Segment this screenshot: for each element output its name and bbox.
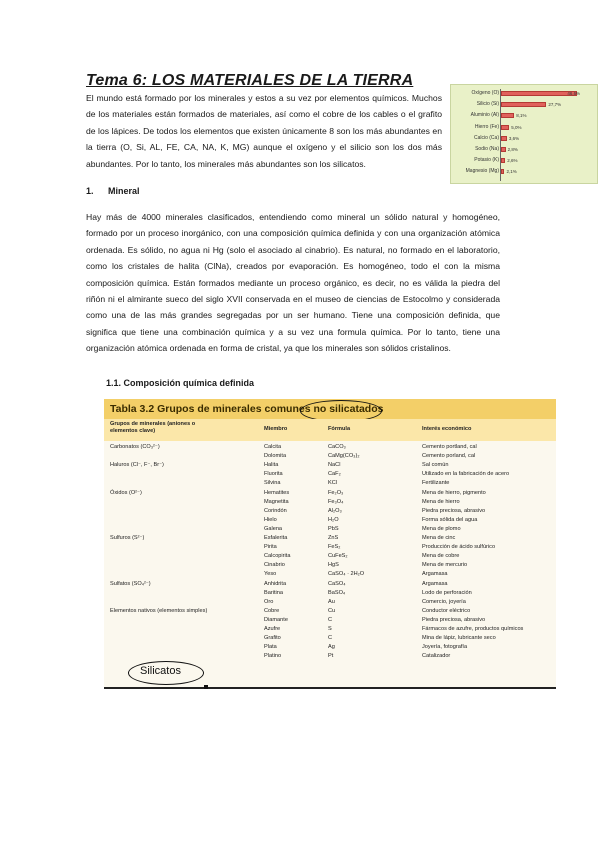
col-header-formula: Fórmula	[328, 426, 351, 432]
table-cell-interest: Catalizador	[422, 653, 451, 660]
table-cell-member: Esfalerita	[264, 535, 288, 541]
table-cell-formula: CaMg(CO₃)₂	[328, 453, 360, 460]
chart-category-label: Magnesio (Mg)	[465, 168, 499, 175]
chart-bar-row	[451, 156, 599, 165]
table-cell-member: Magnetita	[264, 498, 289, 505]
chart-bar	[501, 125, 509, 130]
minerals-table-image	[104, 399, 556, 689]
table-cell-member: Silvina	[264, 480, 281, 487]
chart-bar-row	[451, 134, 599, 143]
col-header-member: Miembro	[264, 426, 288, 432]
table-cell-formula: C	[328, 635, 333, 642]
chart-bar-row	[451, 123, 599, 132]
table-cell-formula: H₂O	[328, 516, 339, 523]
table-cell-member: Calcopirita	[264, 553, 291, 560]
table-cell-formula: CuFeS₂	[328, 553, 348, 560]
table-cell-formula: Ag	[328, 644, 335, 651]
table-cell-interest: Fármacos de azufre, productos químicos	[422, 626, 524, 632]
section-heading-mineral	[86, 186, 140, 196]
chart-value-label: 46,6%	[567, 91, 581, 96]
table-cell-interest: Mena de hierro, pigmento	[422, 489, 486, 496]
silicatos-label: Silicatos	[140, 665, 181, 677]
chart-bar-row	[451, 145, 599, 154]
table-cell-interest: Piedra preciosa, abrasivo	[422, 507, 486, 514]
table-cell-member: Azufre	[264, 626, 281, 632]
table-cell-interest: Mina de lápiz, lubricante seco	[422, 635, 496, 642]
table-cell-interest: Producción de ácido sulfúrico	[422, 544, 496, 551]
element-abundance-chart	[450, 84, 598, 184]
table-cell-interest: Utilizado en la fabricación de acero	[422, 471, 510, 478]
chart-category-label: Hierro (Fe)	[474, 123, 499, 130]
col-header-interest: Interés económico	[422, 426, 472, 432]
table-cell-member: Anhidrita	[264, 580, 287, 587]
chart-value-label: 3,6%	[508, 135, 520, 141]
table-cell-member: Yeso	[264, 571, 277, 578]
chart-bar	[501, 147, 506, 152]
table-cell-interest: Cemento portland, cal	[422, 444, 477, 450]
chart-category-label: Potasio (K)	[474, 157, 499, 164]
chart-bar	[501, 102, 546, 107]
chart-category-label: Silicio (Si)	[476, 101, 499, 108]
chart-bar-row	[451, 167, 599, 176]
table-cell-formula: FeS₂	[328, 544, 341, 551]
chart-bar-row	[451, 111, 599, 120]
table-cell-member: Plata	[264, 644, 277, 651]
table-cell-formula: KCl	[328, 480, 338, 487]
table-cell-interest: Cemento porland, cal	[422, 453, 476, 460]
chart-bar	[501, 113, 514, 118]
table-cell-member: Pirita	[264, 544, 277, 551]
table-cell-formula: ZnS	[328, 535, 339, 541]
intro-paragraph: El mundo está formado por los minerales y estos a su vez por elementos químicos. Muchos de los materiales están formados de materiales, así como el cobre de los cables o el grafito de los lápices. De todos los elementos que existen únicamente 8 son los más abundantes en la tierra (O, Si, AL, FE, CA, NA, K, MG) aunque el oxígeno y el silicio son los dos más abundantes. Por lo tanto, los minerales más abundantes son los silicatos.	[86, 93, 442, 169]
table-cell-member: Hematites	[264, 489, 290, 496]
table-cell-interest: Argamasa	[422, 571, 448, 578]
chart-bar	[501, 91, 577, 96]
chart-value-label: 2,8%	[507, 147, 518, 152]
table-cell-formula: Au	[328, 598, 335, 605]
chart-bar	[501, 169, 504, 174]
table-cell-member: Halita	[264, 462, 279, 469]
chart-value-label: 8,1%	[516, 113, 527, 119]
table-cell-interest: Lodo de perforación	[422, 589, 472, 596]
table-cell-member: Grafito	[264, 635, 281, 642]
table-cell-member: Fluorita	[264, 471, 283, 478]
table-cell-member: Hielo	[264, 516, 277, 523]
table-cell-interest: Forma sólida del agua	[422, 516, 478, 523]
chart-category-label: Calcio (Ca)	[473, 134, 499, 141]
chart-category-label: Oxígeno (O)	[471, 90, 499, 96]
chart-value-label: 2,6%	[507, 158, 518, 164]
col-header-group: Grupos de minerales (aniones o elementos clave)	[110, 421, 196, 434]
table-cell-interest: Sal común	[422, 462, 449, 469]
table-cell-member: Dolomita	[264, 453, 287, 460]
table-cell-member: Baritina	[264, 589, 283, 596]
chart-bar	[501, 136, 507, 141]
table-group-label: Sulfuros (S²⁻)	[110, 535, 145, 541]
table-cell-formula: BaSO₄	[328, 589, 346, 596]
table-cell-member: Cobre	[264, 607, 280, 614]
table-cell-formula: Fe₂O₃	[328, 489, 344, 496]
table-header-row	[104, 419, 556, 441]
table-cell-formula: PbS	[328, 525, 339, 532]
chart-category-label: Sodio (Na)	[475, 146, 499, 152]
table-cell-formula: C	[328, 616, 333, 623]
table-cell-formula: CaF₂	[328, 471, 341, 478]
table-cell-interest: Mena de mercurio	[422, 562, 468, 569]
corner-marker	[204, 685, 208, 689]
table-cell-interest: Conductor eléctrico	[422, 607, 471, 614]
table-cell-member: Oro	[264, 598, 274, 605]
table-cell-interest: Piedra preciosa, abrasivo	[422, 616, 486, 623]
table-cell-member: Cinabrio	[264, 562, 285, 569]
table-cell-interest: Mena de cinc	[422, 535, 456, 541]
table-cell-formula: CaSO₄	[328, 580, 346, 587]
subsection-heading: 1.1. Composición química definida	[106, 378, 255, 388]
table-cell-formula: S	[328, 626, 332, 632]
table-cell-formula: NaCl	[328, 462, 341, 469]
chart-bar	[501, 158, 505, 163]
table-cell-formula: HgS	[328, 562, 339, 569]
table-cell-formula: Al₂O₃	[328, 507, 342, 514]
table-cell-member: Galena	[264, 525, 283, 532]
chart-bar-row	[451, 100, 599, 109]
table-cell-member: Platino	[264, 653, 282, 660]
table-cell-interest: Mena de plomo	[422, 525, 461, 532]
table-cell-interest: Fertilizante	[422, 480, 450, 487]
mineral-paragraph: Hay más de 4000 minerales clasificados, entendiendo como mineral un sólido natural y homogéneo, formado por un proceso inorgánico, con una composición química definida y con una organización atómica ordenada. Es sólido, no agua ni Hg (solo el asociado al cinabrio). Es natural, no formado en el laboratorio, como los cristales de halita (ClNa), creados por evaporación. Es homogéneo, todo el con la misma composición química. Están formados mediante un proceso orgánico, es decir, no es válida la piedra del riñón ni el almirante sueco del siglo XVII conservada en el museo de ciencias de Estocolmo y considerada como una de las más grandes segregadas por un ser humano. Tiene una composición definida, que significa que tiene una combinación química y a su vez una formula química. Por lo tanto, tiene una organización atómica ordenada en forma de cristal, ya que los minerales son sólidos cristalinos.	[86, 212, 500, 354]
page-title: Tema 6: LOS MATERIALES DE LA TIERRA	[86, 72, 414, 89]
table-cell-formula: CaCO₃	[328, 444, 346, 450]
section-number: 1.	[86, 186, 94, 196]
table-cell-formula: Fe₃O₄	[328, 498, 344, 505]
table-cell-member: Diamante	[264, 616, 288, 623]
chart-bar-row	[451, 89, 599, 98]
table-title: Tabla 3.2 Grupos de minerales comunes no silicatados	[110, 403, 384, 415]
section-label: Mineral	[108, 186, 140, 196]
table-cell-interest: Comercio, joyería	[422, 598, 466, 605]
table-cell-formula: Cu	[328, 607, 336, 614]
table-group-label: Óxidos (O²⁻)	[110, 489, 142, 496]
table-group-label: Carbonatos (CO₃²⁻)	[110, 444, 160, 450]
table-group-label: Haluros (Cl⁻, F⁻, Br⁻)	[110, 462, 164, 469]
table-cell-formula: CaSO₄ · 2H₂O	[328, 571, 365, 578]
table-cell-interest: Mena de cobre	[422, 553, 460, 560]
chart-value-label: 2,1%	[506, 169, 517, 175]
table-cell-interest: Mena de hierro	[422, 498, 460, 505]
chart-value-label: 27,7%	[548, 102, 562, 108]
table-cell-interest: Joyería, fotografía	[422, 644, 468, 651]
chart-value-label: 5,0%	[511, 124, 522, 130]
table-group-label: Elementos nativos (elementos simples)	[110, 607, 208, 614]
table-cell-formula: Pt	[328, 653, 334, 660]
table-cell-member: Corindón	[264, 507, 287, 514]
table-cell-member: Calcita	[264, 444, 282, 450]
table-cell-interest: Argamasa	[422, 580, 448, 587]
table-group-label: Sulfatos (SO₄²⁻)	[110, 580, 151, 587]
chart-category-label: Aluminio (Al)	[470, 112, 499, 119]
